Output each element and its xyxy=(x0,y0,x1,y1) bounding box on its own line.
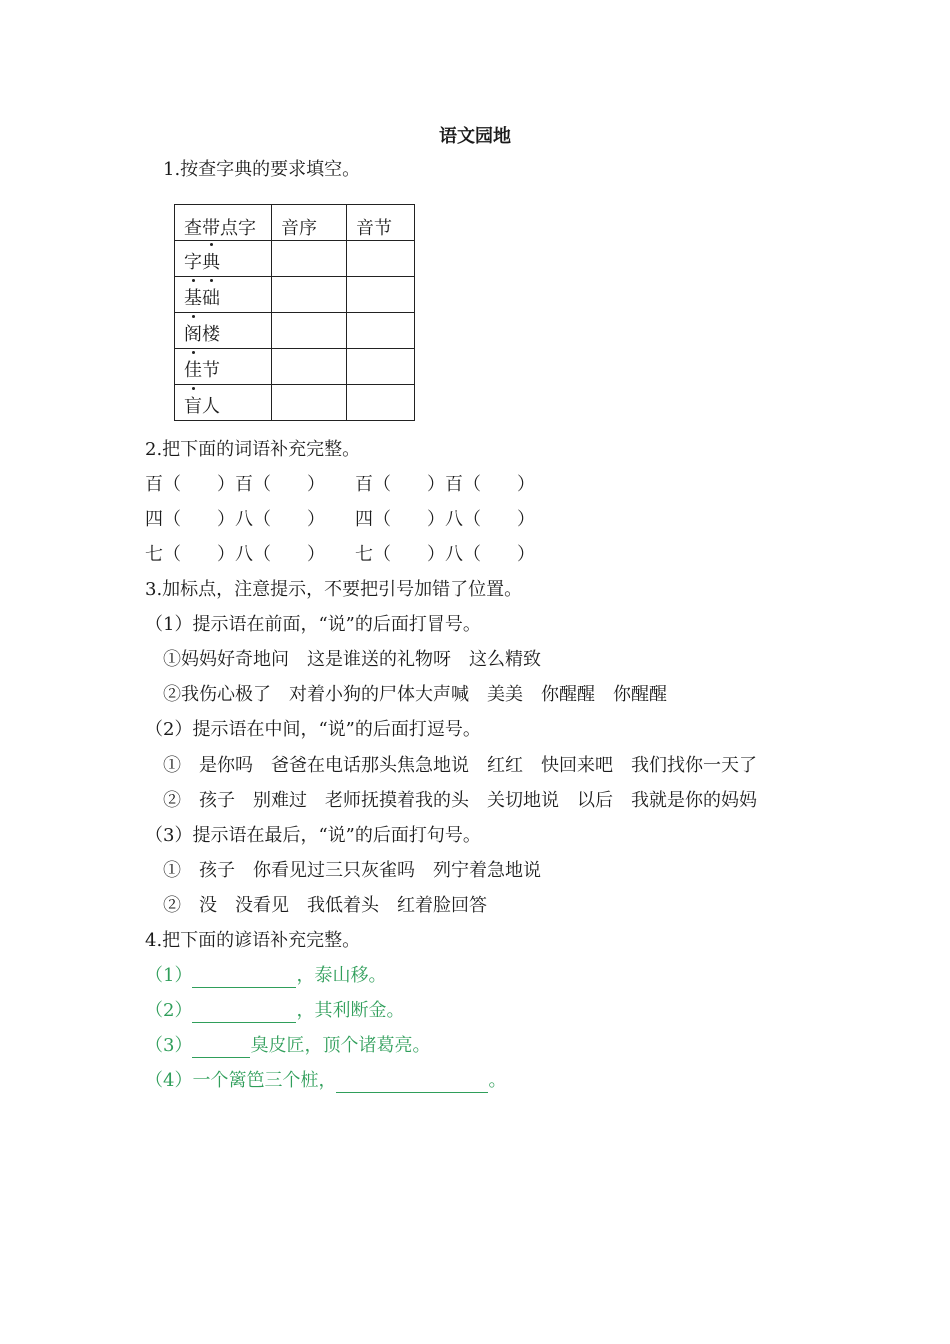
dictionary-table xyxy=(174,204,415,421)
q4-heading: 4.把下面的谚语补充完整。 xyxy=(145,930,361,951)
proverb-text: 。 xyxy=(488,1070,507,1091)
q3-heading: 3.加标点，注意提示，不要把引号加错了位置。 xyxy=(145,579,523,600)
answer-cell[interactable] xyxy=(347,349,415,385)
table-header-cell: 查带点字 xyxy=(175,205,272,241)
page-title: 语文园地 xyxy=(439,126,511,147)
item-number: （1） xyxy=(145,965,193,986)
answer-cell[interactable] xyxy=(347,241,415,277)
proverb-item xyxy=(145,999,404,1023)
answer-cell[interactable] xyxy=(272,385,347,421)
q3-sentence: ② 没 没看见 我低着头 红着脸回答 xyxy=(163,895,487,916)
word-cell xyxy=(175,277,272,313)
dotted-char: 阁 xyxy=(184,320,202,346)
q3-sentence: ②我伤心极了 对着小狗的尸体大声喊 美美 你醒醒 你醒醒 xyxy=(163,684,667,705)
table-row xyxy=(175,349,415,385)
answer-cell[interactable] xyxy=(272,241,347,277)
dotted-char: 础 xyxy=(202,284,220,310)
dotted-char: 典 xyxy=(202,248,220,274)
answer-cell[interactable] xyxy=(272,313,347,349)
fill-blank[interactable] xyxy=(192,1039,250,1058)
answer-cell[interactable] xyxy=(347,277,415,313)
dotted-char: 佳 xyxy=(184,356,202,382)
word-cell xyxy=(175,241,272,277)
q2-word-left: 四（ ）八（ ） xyxy=(145,509,325,530)
q2-word-left: 七（ ）八（ ） xyxy=(145,544,325,565)
table-header-row xyxy=(175,205,415,241)
q3-sub2: （2）提示语在中间，“说”的后面打逗号。 xyxy=(145,719,481,740)
q2-word-right: 七（ ）八（ ） xyxy=(355,544,535,565)
proverb-text: ，泰山移。 xyxy=(296,965,387,986)
char: 字 xyxy=(184,252,202,273)
char: 楼 xyxy=(202,324,220,345)
word-cell xyxy=(175,349,272,385)
answer-cell[interactable] xyxy=(347,385,415,421)
item-number: （2） xyxy=(145,1000,193,1021)
proverb-text: 一个篱笆三个桩， xyxy=(192,1070,337,1091)
q3-sentence: ① 孩子 你看见过三只灰雀吗 列宁着急地说 xyxy=(163,860,541,881)
proverb-text: ，其利断金。 xyxy=(296,1000,405,1021)
q2-word-left: 百（ ）百（ ） xyxy=(145,474,325,495)
proverb-item xyxy=(145,1069,506,1093)
q2-heading: 2.把下面的词语补充完整。 xyxy=(145,439,361,460)
proverb-item xyxy=(145,964,386,988)
fill-blank[interactable] xyxy=(336,1074,488,1093)
proverb-item xyxy=(145,1034,430,1058)
word-cell xyxy=(175,385,272,421)
answer-cell[interactable] xyxy=(272,349,347,385)
table-header-cell: 音节 xyxy=(347,205,415,241)
q2-word-right: 四（ ）八（ ） xyxy=(355,509,535,530)
item-number: （3） xyxy=(145,1035,193,1056)
word-cell xyxy=(175,313,272,349)
table-row xyxy=(175,385,415,421)
q1-heading: 1.按查字典的要求填空。 xyxy=(163,159,361,180)
table-row xyxy=(175,277,415,313)
q3-sentence: ② 孩子 别难过 老师抚摸着我的头 关切地说 以后 我就是你的妈妈 xyxy=(163,790,757,811)
q3-sub3: （3）提示语在最后，“说”的后面打句号。 xyxy=(145,825,481,846)
table-header-cell: 音序 xyxy=(272,205,347,241)
dotted-char: 盲 xyxy=(184,392,202,418)
answer-cell[interactable] xyxy=(272,277,347,313)
answer-cell[interactable] xyxy=(347,313,415,349)
q3-sentence: ①妈妈好奇地问 这是谁送的礼物呀 这么精致 xyxy=(163,649,541,670)
q2-word-right: 百（ ）百（ ） xyxy=(355,474,535,495)
q3-sentence: ① 是你吗 爸爸在电话那头焦急地说 红红 快回来吧 我们找你一天了 xyxy=(163,755,757,776)
char: 人 xyxy=(202,396,220,417)
table-row xyxy=(175,313,415,349)
char: 节 xyxy=(202,360,220,381)
fill-blank[interactable] xyxy=(192,1004,296,1023)
table-row xyxy=(175,241,415,277)
item-number: （4） xyxy=(145,1070,193,1091)
fill-blank[interactable] xyxy=(192,969,296,988)
dotted-char: 基 xyxy=(184,284,202,310)
q3-sub1: （1）提示语在前面，“说”的后面打冒号。 xyxy=(145,614,481,635)
proverb-text: 臭皮匠，顶个诸葛亮。 xyxy=(250,1035,431,1056)
